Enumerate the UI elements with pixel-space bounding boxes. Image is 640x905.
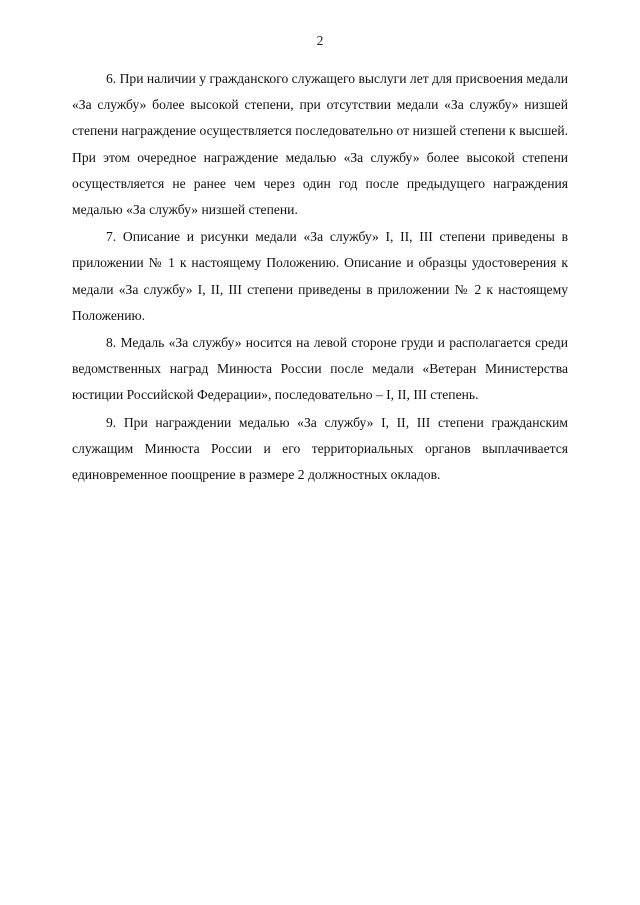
paragraph-8: 8. Медаль «За службу» носится на левой стороне груди и располагается среди ведомственных наград Минюста России после медали «Ветеран Министерства юстиции Российской Федерации», последовательно – I, II, III степень. bbox=[72, 335, 568, 403]
paragraph-9: 9. При награждении медалью «За службу» I, II, III степени гражданским служащим Минюста России и его территориальных органов выплачивается единовременное поощрение в размере 2 должностных окладов. bbox=[72, 414, 568, 483]
paragraph-6: 6. При наличии у гражданского служащего выслуги лет для присвоения медали «За службу» более высокой степени, при отсутствии медали «За службу» низшей степени награждение осуществляется последовательно от низшей степени к высшей. При этом очередное награждение медалью «За службу» более высокой степени осуществляется не ранее чем через один год после предыдущего награждения медалью «За службу» низшей степени. bbox=[72, 71, 568, 218]
paragraph-7: 7. Описание и рисунки медали «За службу» I, II, III степени приведены в приложении № 1 к настоящему Положению. Описание и образцы удостоверения к медали «За службу» I, II, III степени приведены в приложении № 2 к настоящему Положению. bbox=[72, 229, 568, 323]
page-number: 2 bbox=[316, 33, 324, 48]
document-body bbox=[72, 66, 568, 488]
